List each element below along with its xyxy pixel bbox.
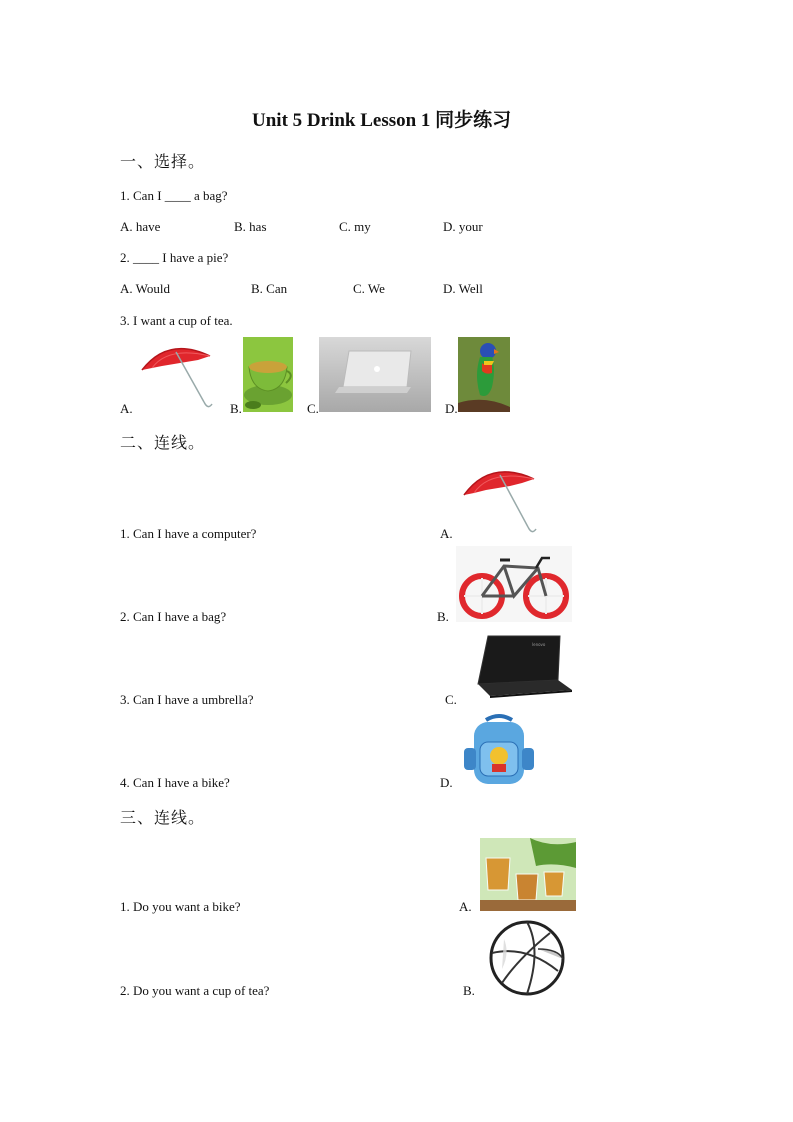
- q1-option-a: A. have: [120, 219, 161, 234]
- bicycle-icon: [456, 546, 572, 622]
- q2-text: 2. ____ I have a pie?: [120, 250, 229, 265]
- s3-letter-a: A.: [459, 899, 472, 914]
- section2-heading: 二、连线。: [120, 433, 206, 452]
- s3-question-1: 1. Do you want a bike?: [120, 899, 241, 914]
- parrot-icon: [458, 337, 510, 412]
- black-laptop-icon: [474, 634, 574, 700]
- q1-option-d: D. your: [443, 219, 483, 234]
- q1-option-c: C. my: [339, 219, 371, 234]
- s2-letter-b: B.: [437, 609, 449, 624]
- s2-letter-a: A.: [440, 526, 453, 541]
- volleyball-icon: [488, 919, 566, 997]
- umbrella-icon: [138, 340, 218, 410]
- q2-option-b: B. Can: [251, 281, 288, 296]
- q2-option-d: D. Well: [443, 281, 483, 296]
- s2-letter-c: C.: [445, 692, 457, 707]
- q3-option-d: D.: [445, 401, 458, 416]
- svg-text:lenovo: lenovo: [532, 642, 546, 647]
- tea-glasses-icon: [480, 838, 576, 911]
- section1-heading: 一、选择。: [120, 152, 206, 171]
- page-title: Unit 5 Drink Lesson 1 同步练习: [252, 110, 512, 131]
- backpack-icon: [462, 712, 536, 788]
- s2-question-2: 2. Can I have a bag?: [120, 609, 227, 624]
- s2-question-1: 1. Can I have a computer?: [120, 526, 257, 541]
- q3-text: 3. I want a cup of tea.: [120, 313, 233, 328]
- section3-heading: 三、连线。: [120, 808, 206, 827]
- s2-question-3: 3. Can I have a umbrella?: [120, 692, 254, 707]
- s3-question-2: 2. Do you want a cup of tea?: [120, 983, 270, 998]
- s3-letter-b: B.: [463, 983, 475, 998]
- s2-question-4: 4. Can I have a bike?: [120, 775, 230, 790]
- q1-text: 1. Can I ____ a bag?: [120, 188, 228, 203]
- tea-cup-icon: [243, 337, 293, 412]
- s2-letter-d: D.: [440, 775, 453, 790]
- q2-option-c: C. We: [353, 281, 385, 296]
- q2-option-a: A. Would: [120, 281, 170, 296]
- umbrella-icon: [460, 463, 540, 535]
- q3-option-b: B.: [230, 401, 242, 416]
- laptop-icon: [319, 337, 431, 412]
- q3-option-a: A.: [120, 401, 133, 416]
- q1-option-b: B. has: [234, 219, 267, 234]
- q3-option-c: C.: [307, 401, 319, 416]
